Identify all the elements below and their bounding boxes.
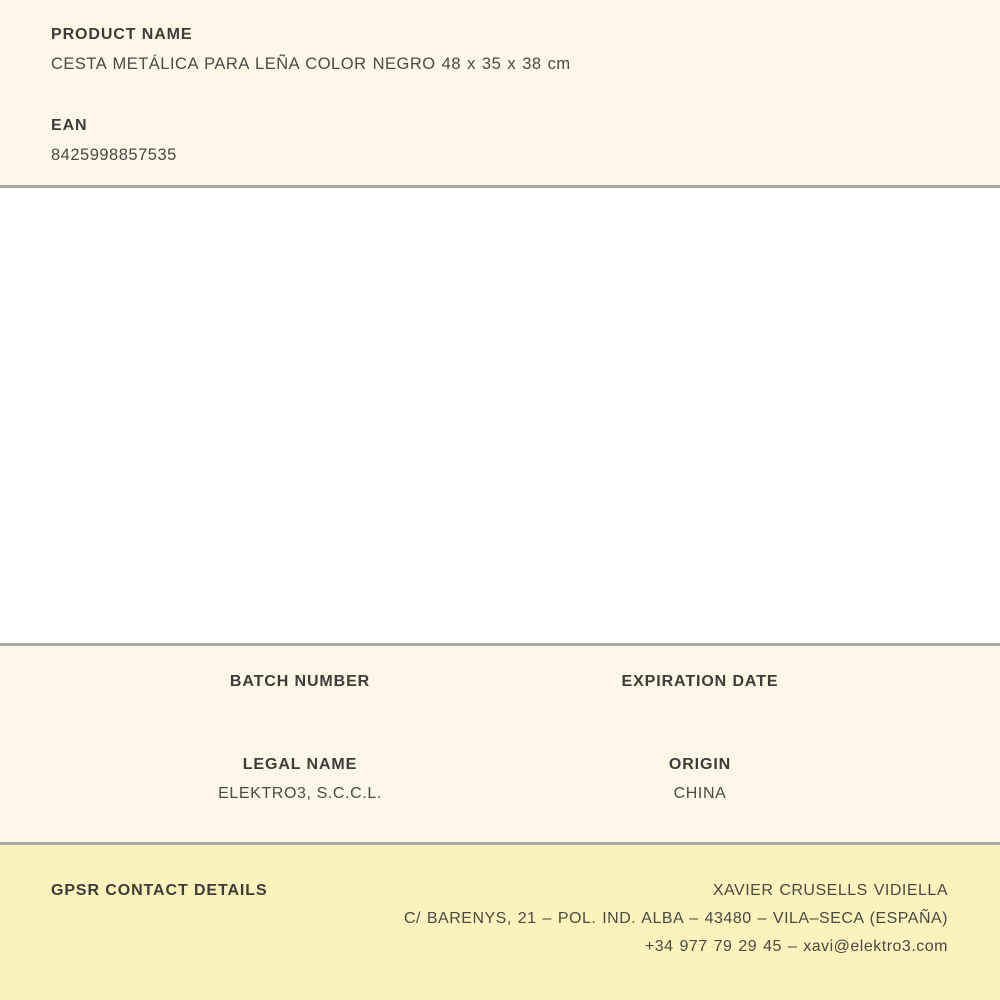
product-name-value: CESTA METÁLICA PARA LEÑA COLOR NEGRO 48 x 35 x 38 cm bbox=[51, 55, 571, 73]
product-name-field bbox=[51, 25, 949, 74]
ean-label: EAN bbox=[51, 117, 88, 134]
gpsr-contact-block bbox=[404, 881, 948, 957]
contact-address: C/ BARENYS, 21 – POL. IND. ALBA – 43480 – VILA–SECA (ESPAÑA) bbox=[403, 910, 948, 927]
legal-name-label: LEGAL NAME bbox=[242, 756, 358, 773]
origin-label: ORIGIN bbox=[668, 756, 732, 773]
batch-number-field bbox=[100, 672, 500, 691]
legal-origin-row bbox=[100, 755, 900, 803]
product-header-section bbox=[0, 0, 1000, 185]
origin-value: CHINA bbox=[673, 785, 727, 802]
legal-name-field bbox=[100, 755, 500, 803]
gpsr-contact-section bbox=[0, 845, 1000, 1000]
contact-name: XAVIER CRUSELLS VIDIELLA bbox=[712, 882, 948, 899]
ean-value: 8425998857535 bbox=[51, 146, 177, 164]
product-details-section bbox=[0, 646, 1000, 842]
batch-expiration-row bbox=[100, 672, 900, 691]
legal-name-value: ELEKTRO3, S.C.C.L. bbox=[218, 785, 382, 802]
origin-field bbox=[500, 755, 900, 803]
product-image-area bbox=[0, 188, 1000, 643]
expiration-date-label: EXPIRATION DATE bbox=[621, 673, 779, 690]
expiration-date-field bbox=[500, 672, 900, 691]
contact-phone-email: +34 977 79 29 45 – xavi@elektro3.com bbox=[644, 938, 948, 955]
ean-field bbox=[51, 116, 949, 165]
product-name-label: PRODUCT NAME bbox=[51, 26, 193, 43]
batch-number-label: BATCH NUMBER bbox=[229, 673, 371, 690]
gpsr-contact-label: GPSR CONTACT DETAILS bbox=[51, 882, 268, 899]
